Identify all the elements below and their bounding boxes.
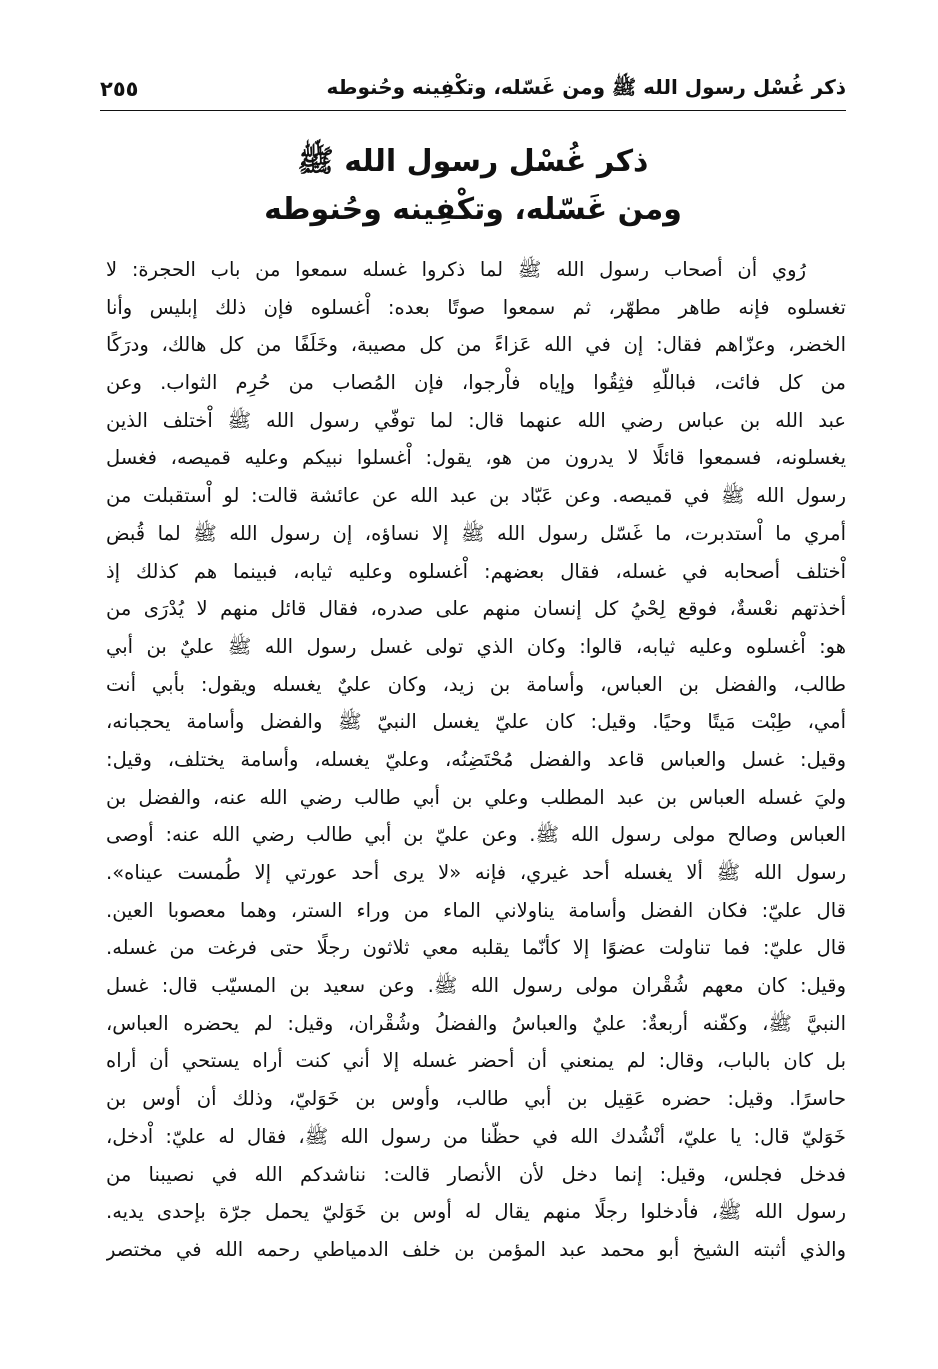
body-line: قال عليّ: فكان الفضل وأسامة يناولاني الماء من وراء الستر، وهما معصوبا العين.: [106, 898, 846, 922]
body-line: رسول الله ﷺ في قميصه. وعن عَبّاد بن عبد الله عن عائشة قالت: لو اْستقبلت من: [106, 484, 846, 508]
body-line: خَوَليّ قال: يا عليّ، أنْشُدك الله في حظّنا من رسول الله ﷺ، فقال له عليّ: اْدخل،: [106, 1124, 846, 1148]
body-line: طالب، والفضل بن العباس، وأسامة بن زيد، وكان عليٌ يغسله ويقول: بأبي أنت: [106, 672, 846, 696]
body-line: قال عليّ: فما تناولت عضوًا إلا كأنّما يقلبه معي ثلاثون رجلًا حتى فرغت من غسله.: [106, 936, 846, 960]
chapter-title: [100, 138, 846, 234]
chapter-title-line-1: ذكر غُسْل رسول الله ﷺ: [297, 144, 649, 179]
body-line: يغسلونه، فسمعوا قائلًا لا يدرون من هو، يقول: اْغسلوا نبيكم وعليه قميصه، فغسل: [106, 446, 846, 470]
body-line: رسول الله ﷺ ألا يغسله أحد غيري، فإنه «لا يرى أحد عورتي إلا طُمست عيناه».: [106, 861, 846, 884]
body-line: أمري ما اْستدبرت، ما غَسّل رسول الله ﷺ إلا نساؤه، إن رسول الله ﷺ لما قُبض: [106, 521, 846, 545]
body-line: فدخل فجلس، وقيل: إنما دخل لأن الأنصار قالت: نناشدكم الله في نصيبنا من: [106, 1162, 846, 1186]
body-line: حاسرًا. وقيل: حضره عَقِيل بن أبي طالب، وأوس بن خَوَليّ، وذلك أن أوس بن: [106, 1087, 846, 1111]
body-line: العباس وصالح مولى رسول الله ﷺ. وعن عليّ بن أبي طالب رضي الله عنه: أوصى: [106, 823, 846, 847]
body-line: النبيَّ ﷺ، وكفّنه أربعةٌ: عليٌ والعباسُ والفضلُ وشُقْران، وقيل: لم يحضره العباس،: [106, 1011, 846, 1035]
running-header: [100, 68, 846, 111]
body-line: وقيل: غسل والعباس قاعد والفضل مُحْتَضِنُه، وعليّ يغسله، وأسامة يختلف، وقيل:: [106, 747, 846, 771]
body-line: هو: اْغسلوه وعليه ثيابه، قالوا: وكان الذي تولى غسل رسول الله ﷺ عليٌ بن أبي: [106, 634, 846, 658]
body-text: [106, 251, 846, 1269]
body-line: تغسلوه فإنه طاهر مطهّر، ثم سمعوا صوتًا بعده: اْغسلوه فإن ذلك إبليس وأنا: [106, 295, 846, 319]
body-line: أمي، طِبْت مَيتًا وحيًا. وقيل: كان عليّ يغسل النبيّ ﷺ والفضل وأسامة يحجبانه،: [106, 710, 846, 734]
body-line: عبد الله بن عباس رضي الله عنهما قال: لما توفّي رسول الله ﷺ اْختلف الذين: [106, 408, 846, 432]
body-line: وقيل: كان معهم شُقْران مولى رسول الله ﷺ. وعن سعيد بن المسيّب قال: غسل: [106, 974, 846, 998]
page-number: ٢٥٥: [100, 77, 139, 101]
body-line: والذي أثبته الشيخ أبو محمد عبد المؤمن بن خلف الدمياطي رحمه الله في مختصر: [106, 1237, 846, 1261]
body-line: رسول الله ﷺ، فأدخلوا رجلًا منهم يقال له أوس بن خَوَليّ يحمل جرّة بإحدى يديه.: [106, 1200, 846, 1224]
body-line: اْختلف أصحابه في غسله، فقال بعضهم: اْغسلوه وعليه ثيابه، فبينما هم كذلك إذ: [106, 559, 846, 583]
chapter-title-line-2: ومن غَسّله، وتكْفِينه وحُنوطه: [264, 192, 682, 227]
running-title: ذكر غُسْل رسول الله ﷺ ومن غَسّله، وتكْفِينه وحُنوطه: [326, 74, 846, 99]
body-line: بل كان بالباب، وقال: لم يمنعني أن أحضر غسله إلا أني كنت أراه يستحي أن أراه: [106, 1049, 846, 1073]
body-line: الخضر، وعزّاهم فقال: إن في الله عَزاءً من كل مصيبة، وخَلَفًا من كل هالك، ودرَكًا: [106, 333, 846, 357]
body-line: رُوي أن أصحاب رسول الله ﷺ لما ذكروا غسله سمعوا من باب الحجرة: لا: [106, 258, 806, 281]
body-line: وليَ غسله العباس بن عبد المطلب وعلي بن أبي طالب رضي الله عنه، والفضل بن: [106, 785, 846, 809]
body-line: من كل فائت، فباللّهِ فثِقُوا وإياه فاْرجوا، فإن المُصاب من حُرِم الثواب. وعن: [106, 371, 846, 395]
body-line: أخذتهم نعْسةٌ، فوقع لِحْيُ كل إنسان منهم على صدره، فقال قائل منهم لا يُدْرَى من: [106, 597, 846, 621]
